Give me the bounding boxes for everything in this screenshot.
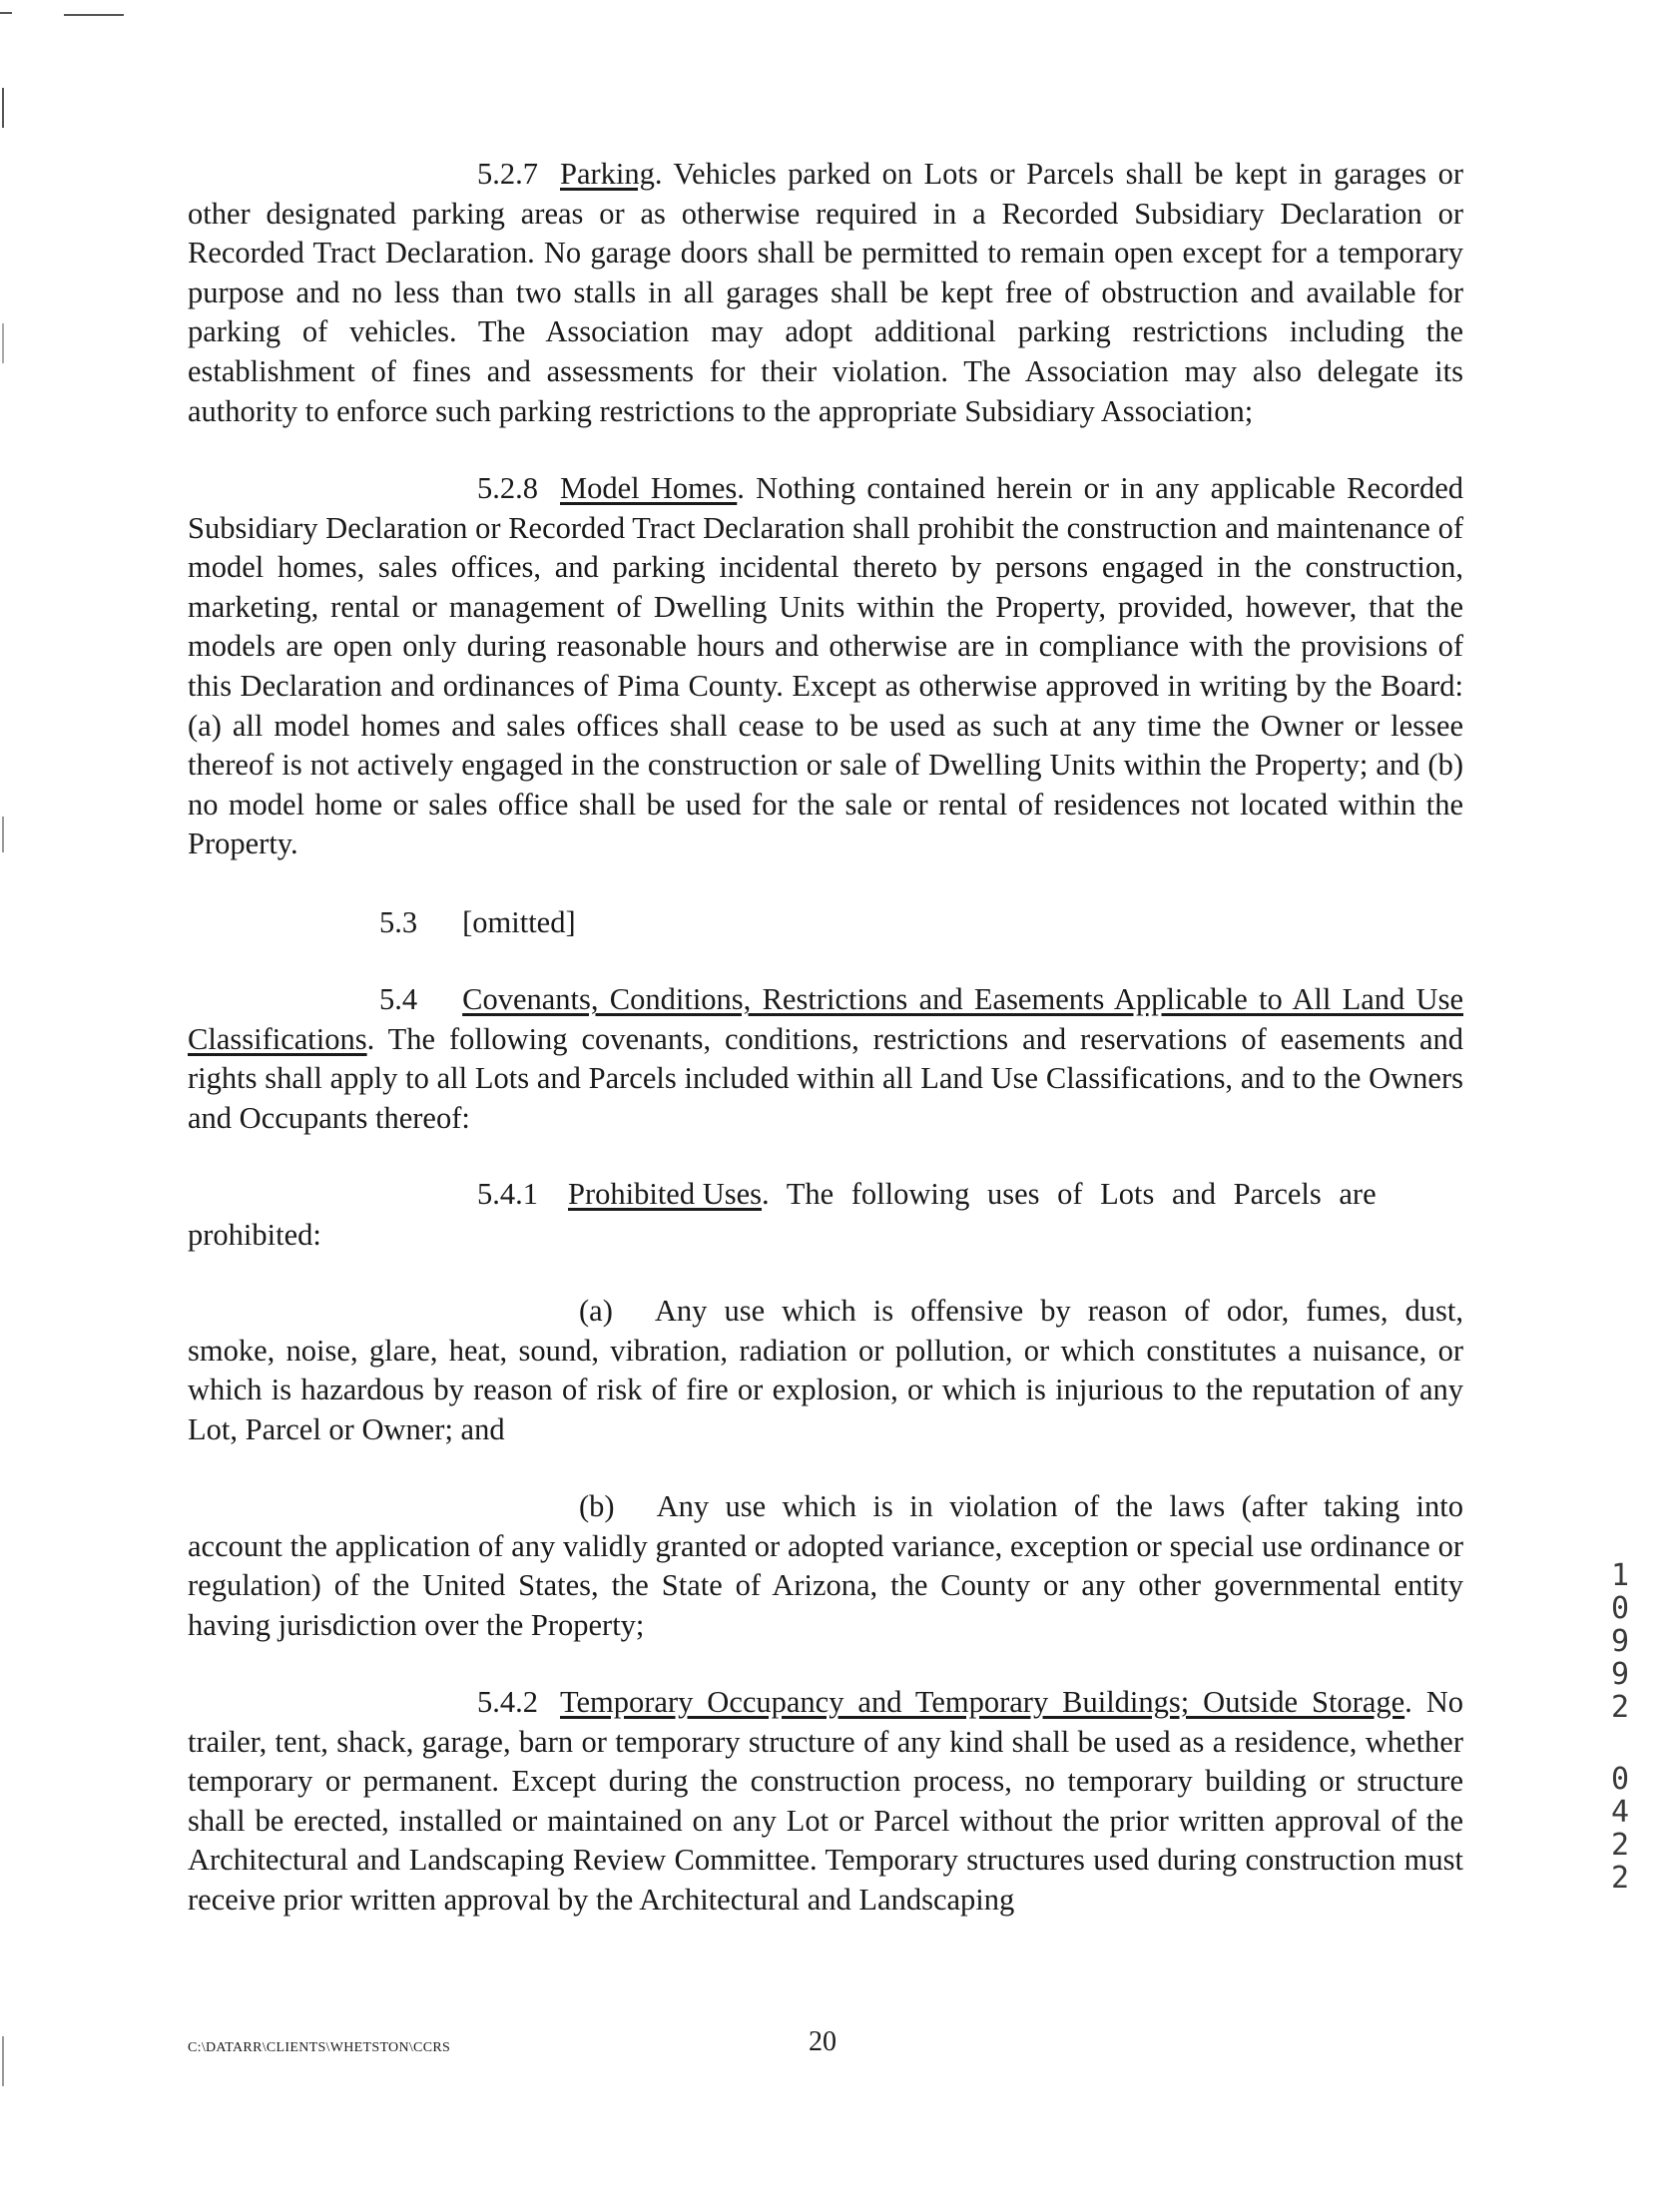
scan-artifact [0, 12, 12, 14]
recording-stamp-docket [1605, 1559, 1635, 1724]
stamp-digit: 4 [1610, 1795, 1630, 1830]
section-heading: Model Homes [560, 471, 738, 505]
section-body: . The following uses of Lots and Parcels are [762, 1177, 1377, 1211]
stamp-digit: 1 [1610, 1558, 1630, 1593]
section-number: 5.4.1 [477, 1177, 538, 1211]
section-body: . Vehicles parked on Lots or Parcels shall be kept in garages or other designated parking areas or as otherwise required in a Recorded Subsidiary Declaration or Recorded Tract Declaration. No garage doors shall be permitted to remain open except for a temporary purpose and no less than two stalls in all garages shall be kept free of obstruction and available for parking of vehicles. The Association may adopt additional parking restrictions including the establishment of fines and assessments for their violation. The Association may also delegate its authority to enforce such parking restrictions to the appropriate Subsidiary Association; [188, 157, 1463, 428]
footer-file-path: C:\DATARR\CLIENTS\WHETSTON\CCRS [188, 2040, 451, 2055]
scan-artifact [64, 14, 124, 16]
section-5-2-8 [188, 469, 1463, 864]
stamp-digit: 2 [1610, 1861, 1630, 1896]
subsection-label: (b) [579, 1489, 615, 1523]
stamp-digit: 0 [1610, 1762, 1630, 1797]
stamp-digit: 0 [1610, 1591, 1630, 1626]
section-5-4-1-continuation [188, 1216, 1463, 1256]
section-5-3 [188, 903, 1463, 943]
section-5-2-7 [188, 155, 1463, 431]
section-number: 5.3 [379, 905, 418, 939]
section-body: . Nothing contained herein or in any applicable Recorded Subsidiary Declaration or Recorded Tract Declaration shall prohibit the construction and maintenance of model homes, sales offices, and parking incidental thereto by persons engaged in the construction, marketing, rental or management of Dwelling Units within the Property, provided, however, that the models are open only during reasonable hours and otherwise are in compliance with the provisions of this Declaration and ordinances of Pima County. Except as otherwise approved in writing by the Board: (a) all model homes and sales offices shall cease to be used as such at any time the Owner or lessee thereof is not actively engaged in the construction or sale of Dwelling Units within the Property; and (b) no model home or sales office shall be used for the sale or rental of residences not located within the Property. [188, 471, 1463, 861]
stamp-digit: 2 [1610, 1690, 1630, 1725]
section-5-4-2 [188, 1683, 1463, 1921]
scan-artifact [2, 323, 4, 363]
section-5-4-1-a [188, 1292, 1463, 1449]
section-body: . No trailer, tent, shack, garage, barn or temporary structure of any kind shall be used as a residence, whether temporary or permanent. Except during the construction process, no temporary building or structure shall be erected, installed or maintained on any Lot or Parcel without the prior written approval of the Architectural and Landscaping Review Committee. Temporary structures used during construction must receive prior written approval by the Architectural and Landscaping [188, 1685, 1463, 1917]
section-5-4-1 [188, 1175, 1463, 1215]
scan-artifact [2, 2036, 4, 2086]
subsection-body: Any use which is offensive by reason of odor, fumes, dust, smoke, noise, glare, heat, sound, vibration, radiation or pollution, or which constitutes a nuisance, or which is hazardous by reason of risk of fire or explosion, or which is injurious to the reputation of any Lot, Parcel or Owner; and [188, 1294, 1463, 1446]
section-body: [omitted] [462, 905, 576, 939]
section-number: 5.2.8 [477, 471, 538, 505]
subsection-body: Any use which is in violation of the laws (after taking into account the application of any validly granted or adopted variance, exception or special use ordinance or regulation) of the United States, the State of Arizona, the County or any other governmental entity having jurisdiction over the Property; [188, 1489, 1463, 1642]
stamp-digit: 2 [1610, 1828, 1630, 1863]
section-heading: Temporary Occupancy and Temporary Buildings; Outside Storage [560, 1685, 1405, 1719]
page-number: 20 [809, 2026, 837, 2057]
scan-artifact [2, 88, 4, 128]
section-number: 5.4.2 [477, 1685, 538, 1719]
section-5-4-1-b [188, 1487, 1463, 1645]
section-body: . The following covenants, conditions, restrictions and reservations of easements and rights shall apply to all Lots and Parcels included within all Land Use Classifications, and to the Owners and Occupants thereof: [188, 1021, 1463, 1135]
section-number: 5.4 [379, 982, 418, 1016]
section-heading: Prohibited Uses [568, 1177, 763, 1211]
subsection-label: (a) [579, 1294, 613, 1328]
section-heading: Covenants, Conditions, Restrictions and Easements Applicable to All Land Use Classifications [188, 982, 1463, 1056]
section-5-4 [188, 980, 1463, 1138]
section-heading: Parking [560, 157, 655, 191]
continuation-text: prohibited: [188, 1218, 321, 1252]
recording-stamp-page [1605, 1763, 1635, 1895]
section-number: 5.2.7 [477, 157, 538, 191]
scan-artifact [2, 817, 4, 852]
stamp-digit: 9 [1610, 1624, 1630, 1659]
stamp-digit: 9 [1610, 1657, 1630, 1692]
